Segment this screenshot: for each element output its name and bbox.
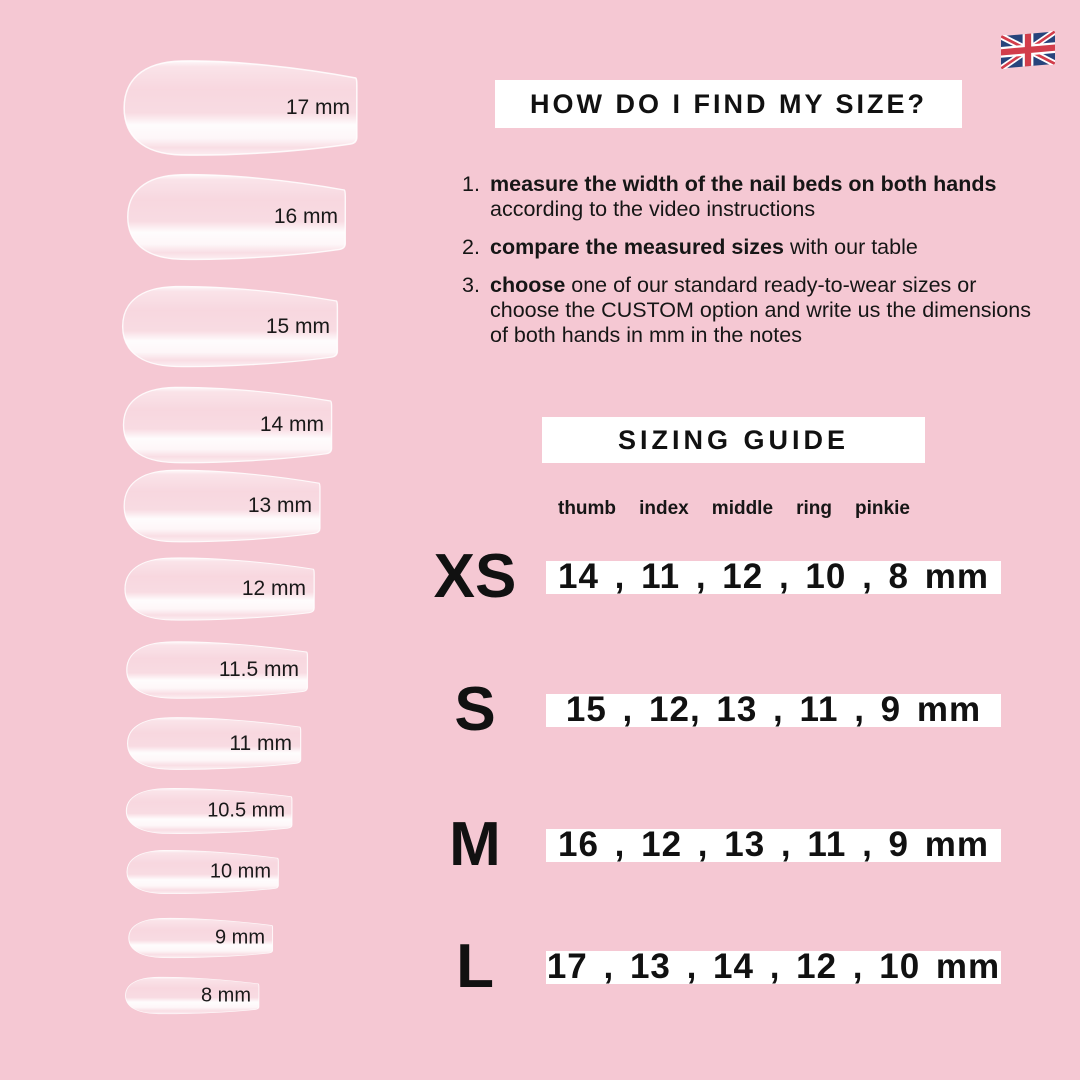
how-to-title-banner xyxy=(495,80,962,128)
uk-flag-icon xyxy=(1001,31,1055,70)
instructions-list xyxy=(462,172,1034,361)
nail-tip xyxy=(122,172,352,262)
size-label: M xyxy=(449,810,501,879)
finger-header-pinkie: pinkie xyxy=(855,498,910,519)
size-values-strip xyxy=(546,947,1001,986)
nail-size-label: 11 mm xyxy=(229,731,292,755)
nail-size-label: 15 mm xyxy=(265,314,330,338)
step-number: 1. xyxy=(462,172,480,196)
size-values: 17 , 13 , 14 , 12 , 10 mm xyxy=(546,947,1001,986)
finger-header-ring: ring xyxy=(796,498,832,519)
sizing-guide-title-banner xyxy=(542,417,925,463)
step-text xyxy=(490,172,1034,222)
step-rest-text: according to the video instructions xyxy=(490,197,816,221)
nail-size-label: 8 mm xyxy=(201,984,251,1006)
step-rest-text: with our table xyxy=(783,235,918,259)
nail-size-label: 17 mm xyxy=(285,96,350,119)
instruction-step xyxy=(462,172,1034,222)
nail-size-label: 9 mm xyxy=(215,926,265,949)
finger-header-index: index xyxy=(639,498,689,519)
step-rest-text: one of our standard ready-to-wear sizes or choose the CUSTOM option and write us the dimensions of both hands in mm in the notes xyxy=(490,273,1031,347)
nail-tip xyxy=(119,468,326,544)
finger-column-headers xyxy=(558,498,910,520)
size-values-strip xyxy=(546,690,1001,729)
nail-tip xyxy=(118,58,364,158)
instruction-step xyxy=(462,273,1034,348)
nail-size-label: 16 mm xyxy=(273,205,338,228)
nail-size-label: 11.5 mm xyxy=(218,658,299,681)
nail-size-label: 12 mm xyxy=(241,577,306,600)
size-values-strip xyxy=(546,557,1001,596)
size-values-strip xyxy=(546,825,1001,864)
step-bold-text: choose xyxy=(490,273,566,297)
size-label: XS xyxy=(433,542,517,611)
step-number: 2. xyxy=(462,235,480,259)
size-row-xs xyxy=(0,542,1001,611)
step-text xyxy=(490,273,1034,348)
finger-header-middle: middle xyxy=(711,498,774,519)
step-bold-text: compare the measured sizes xyxy=(490,235,784,259)
step-text xyxy=(490,235,1034,260)
size-label: S xyxy=(454,675,496,744)
nail-size-label: 10.5 mm xyxy=(207,799,285,822)
nail-size-label: 13 mm xyxy=(247,494,312,517)
size-values: 15 , 12, 13 , 11 , 9 mm xyxy=(565,690,982,729)
size-row-l xyxy=(0,932,1001,1001)
size-label: L xyxy=(456,932,494,1001)
instruction-step xyxy=(462,235,1034,260)
nail-tip xyxy=(118,385,338,465)
finger-header-thumb: thumb xyxy=(558,498,617,519)
nail-tip xyxy=(117,284,344,369)
sizing-guide-title: SIZING GUIDE xyxy=(617,424,849,455)
nail-size-label: 10 mm xyxy=(209,860,271,883)
step-bold-text: measure the width of the nail beds on both hands xyxy=(490,172,997,196)
how-to-title: HOW DO I FIND MY SIZE? xyxy=(529,88,927,119)
nail-size-label: 14 mm xyxy=(259,413,324,436)
size-values: 16 , 12 , 13 , 11 , 9 mm xyxy=(558,825,989,864)
size-values: 14 , 11 , 12 , 10 , 8 mm xyxy=(558,557,989,596)
step-number: 3. xyxy=(462,273,480,297)
